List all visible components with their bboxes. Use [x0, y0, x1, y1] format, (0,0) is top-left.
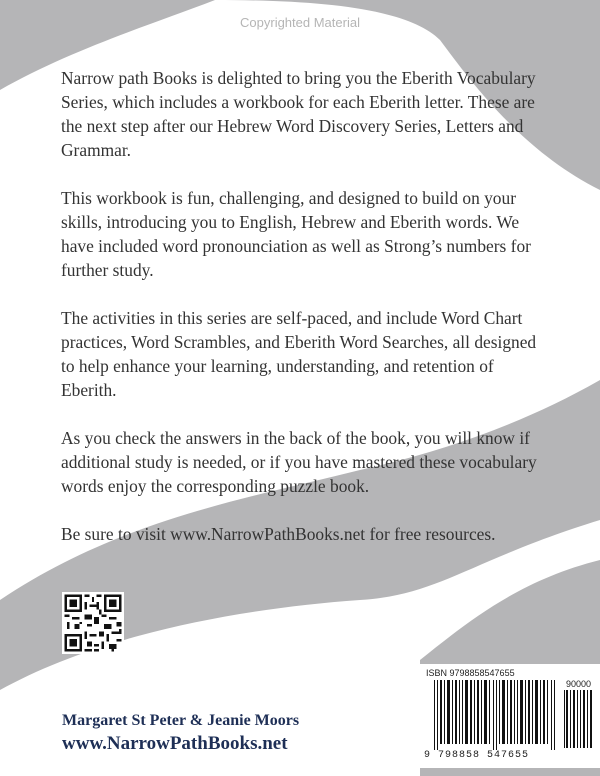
author-names: Margaret St Peter & Jeanie Moors	[62, 712, 300, 729]
paragraph-visit: Be sure to visit www.NarrowPathBooks.net for free resources.	[61, 524, 496, 544]
watermark: Copyrighted Material	[240, 15, 360, 30]
barcode-bars-icon	[434, 680, 558, 750]
paragraph-intro: Narrow path Books is delighted to bring you the Eberith Vocabulary Series, which includes a workbook for each Eberith letter. These are the next step after our Hebrew Word Discovery Series, Letters and Grammar.	[61, 68, 536, 160]
paragraph-workbook: This workbook is fun, challenging, and designed to build on your skills, introducing you to English, Hebrew and Eberith words. We have included word pronounciation as well as Strong’s numbers for further study.	[61, 188, 531, 280]
barcode-addon-icon	[564, 690, 594, 748]
qr-code-icon	[62, 592, 124, 654]
paragraph-activities: The activities in this series are self-paced, and include Word Chart practices, Word Scrambles, and Eberith Word Searches, all designed to help enhance your learning, understanding, and retention of Eberith.	[61, 308, 537, 400]
isbn-barcode	[420, 664, 600, 768]
isbn-label: ISBN 9798858547655	[426, 668, 515, 678]
website-url: www.NarrowPathBooks.net	[62, 733, 288, 754]
paragraph-answers: As you check the answers in the back of the book, you will know if additional study is needed, or if you have mastered these vocabulary words enjoy the corresponding puzzle book.	[61, 428, 537, 496]
back-cover-description	[61, 66, 551, 570]
barcode-digits: 9 798858 547655	[424, 750, 530, 761]
price-code: 90000	[566, 679, 592, 689]
